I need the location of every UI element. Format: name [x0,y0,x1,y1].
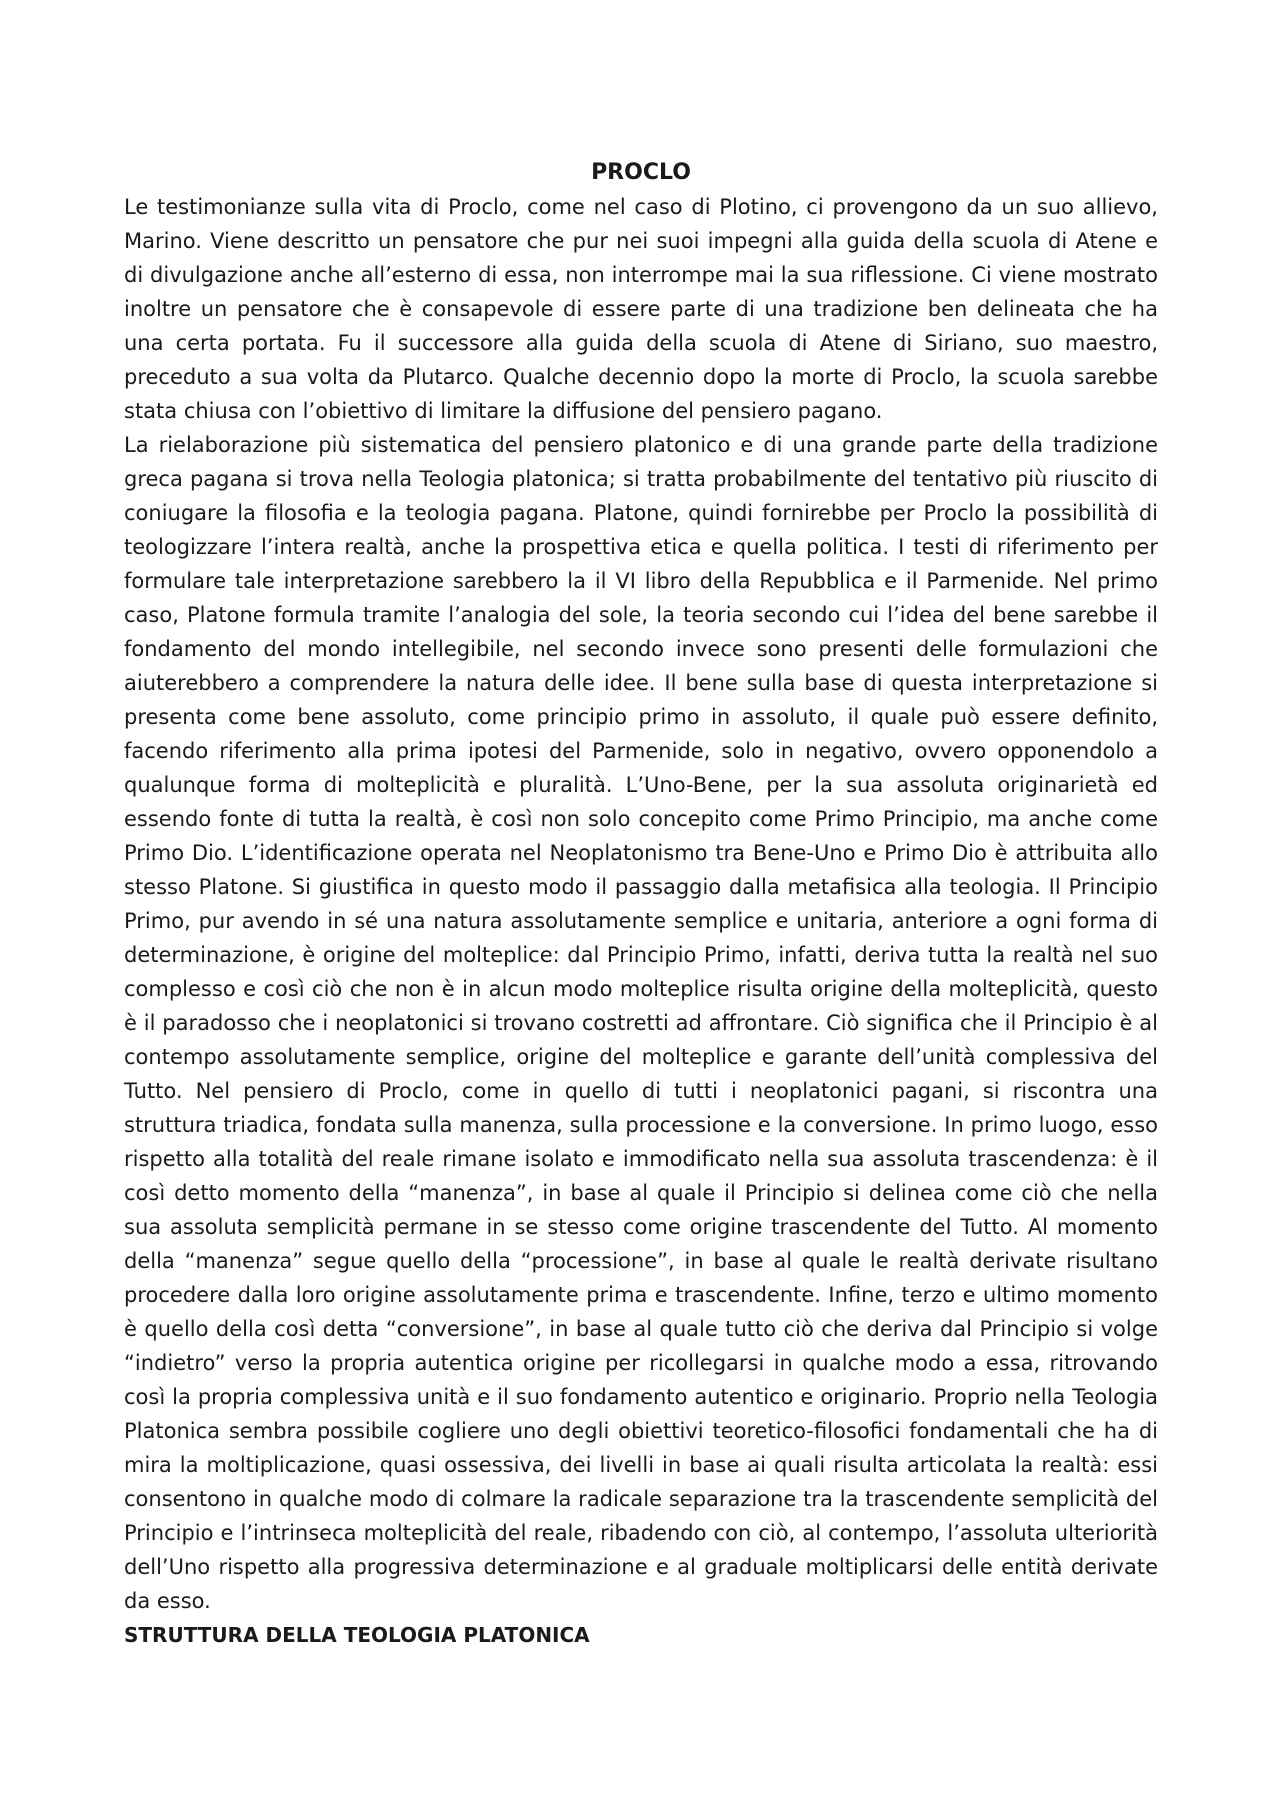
document-body [124,156,1158,1652]
page-title: PROCLO [591,160,691,185]
paragraph-teologia: La rielaborazione più sistematica del pensiero platonico e di una grande parte della tradizione greca pagana si trova nella Teologia platonica; si tratta probabilmente del tentativo più riuscito di coniugare la filosofia e la teologia pagana. Platone, quindi fornirebbe per Proclo la possibilità di teologizzare l’intera realtà, anche la prospettiva etica e quella politica. I testi di riferimento per formulare tale interpretazione sarebbero la il VI libro della Repubblica e il Parmenide. Nel primo caso, Platone formula tramite l’analogia del sole, la teoria secondo cui l’idea del bene sarebbe il fondamento del mondo intellegibile, nel secondo invece sono presenti delle formulazioni che aiuterebbero a comprendere la natura delle idee. Il bene sulla base di questa interpretazione si presenta come bene assoluto, come principio primo in assoluto, il quale può essere definito, facendo riferimento alla prima ipotesi del Parmenide, solo in negativo, ovvero opponendolo a qualunque forma di molteplicità e pluralità. L’Uno-Bene, per la sua assoluta originarietà ed essendo fonte di tutta la realtà, è così non solo concepito come Primo Principio, ma anche come Primo Dio. L’identificazione operata nel Neoplatonismo tra Bene-Uno e Primo Dio è attribuita allo stesso Platone. Si giustifica in questo modo il passaggio dalla metafisica alla teologia. Il Principio Primo, pur avendo in sé una natura assolutamente semplice e unitaria, anteriore a ogni forma di determinazione, è origine del molteplice: dal Principio Primo, infatti, deriva tutta la realtà nel suo complesso e così ciò che non è in alcun modo molteplice risulta origine della molteplicità, questo è il paradosso che i neoplatonici si trovano costretti ad affrontare. Ciò significa che il Principio è al contempo assolutamente semplice, origine del molteplice e garante dell’unità complessiva del Tutto. Nel pensiero di Proclo, come in quello di tutti i neoplatonici pagani, si riscontra una struttura triadica, fondata sulla manenza, sulla processione e la conversione. In primo luogo, esso rispetto alla totalità del reale rimane isolato e immodificato nella sua assoluta trascendenza: è il così detto momento della “manenza”, in base al quale il Principio si delinea come ciò che nella sua assoluta semplicità permane in se stesso come origine trascendente del Tutto. Al momento della “manenza” segue quello della “processione”, in base al quale le realtà derivate risultano procedere dalla loro origine assolutamente prima e trascendente. Infine, terzo e ultimo momento è quello della così detta “conversione”, in base al quale tutto ciò che deriva dal Principio si volge “indietro” verso la propria autentica origine per ricollegarsi in qualche modo a essa, ritrovando così la propria complessiva unità e il suo fondamento autentico e originario. Proprio nella Teologia Platonica sembra possibile cogliere uno degli obiettivi teoretico-filosofici fondamentali che ha di mira la moltiplicazione, quasi ossessiva, dei livelli in base ai quali risulta articolata la realtà: essi consentono in qualche modo di colmare la radicale separazione tra la trascendente semplicità del Principio e l’intrinseca molteplicità del reale, ribadendo con ciò, al contempo, l’assoluta ulteriorità dell’Uno rispetto alla progressiva determinazione e al graduale moltiplicarsi delle entità derivate da esso. [124,433,1158,1613]
paragraph-intro: Le testimonianze sulla vita di Proclo, come nel caso di Plotino, ci provengono da un suo allievo, Marino. Viene descritto un pensatore che pur nei suoi impegni alla guida della scuola di Atene e di divulgazione anche all’esterno di essa, non interrompe mai la sua riflessione. Ci viene mostrato inoltre un pensatore che è consapevole di essere parte di una tradizione ben delineata che ha una certa portata. Fu il successore alla guida della scuola di Atene di Siriano, suo maestro, preceduto a sua volta da Plutarco. Qualche decennio dopo la morte di Proclo, la scuola sarebbe stata chiusa con l’obiettivo di limitare la diffusione del pensiero pagano. [124,195,1158,423]
section-heading: STRUTTURA DELLA TEOLOGIA PLATONICA [124,1623,590,1647]
